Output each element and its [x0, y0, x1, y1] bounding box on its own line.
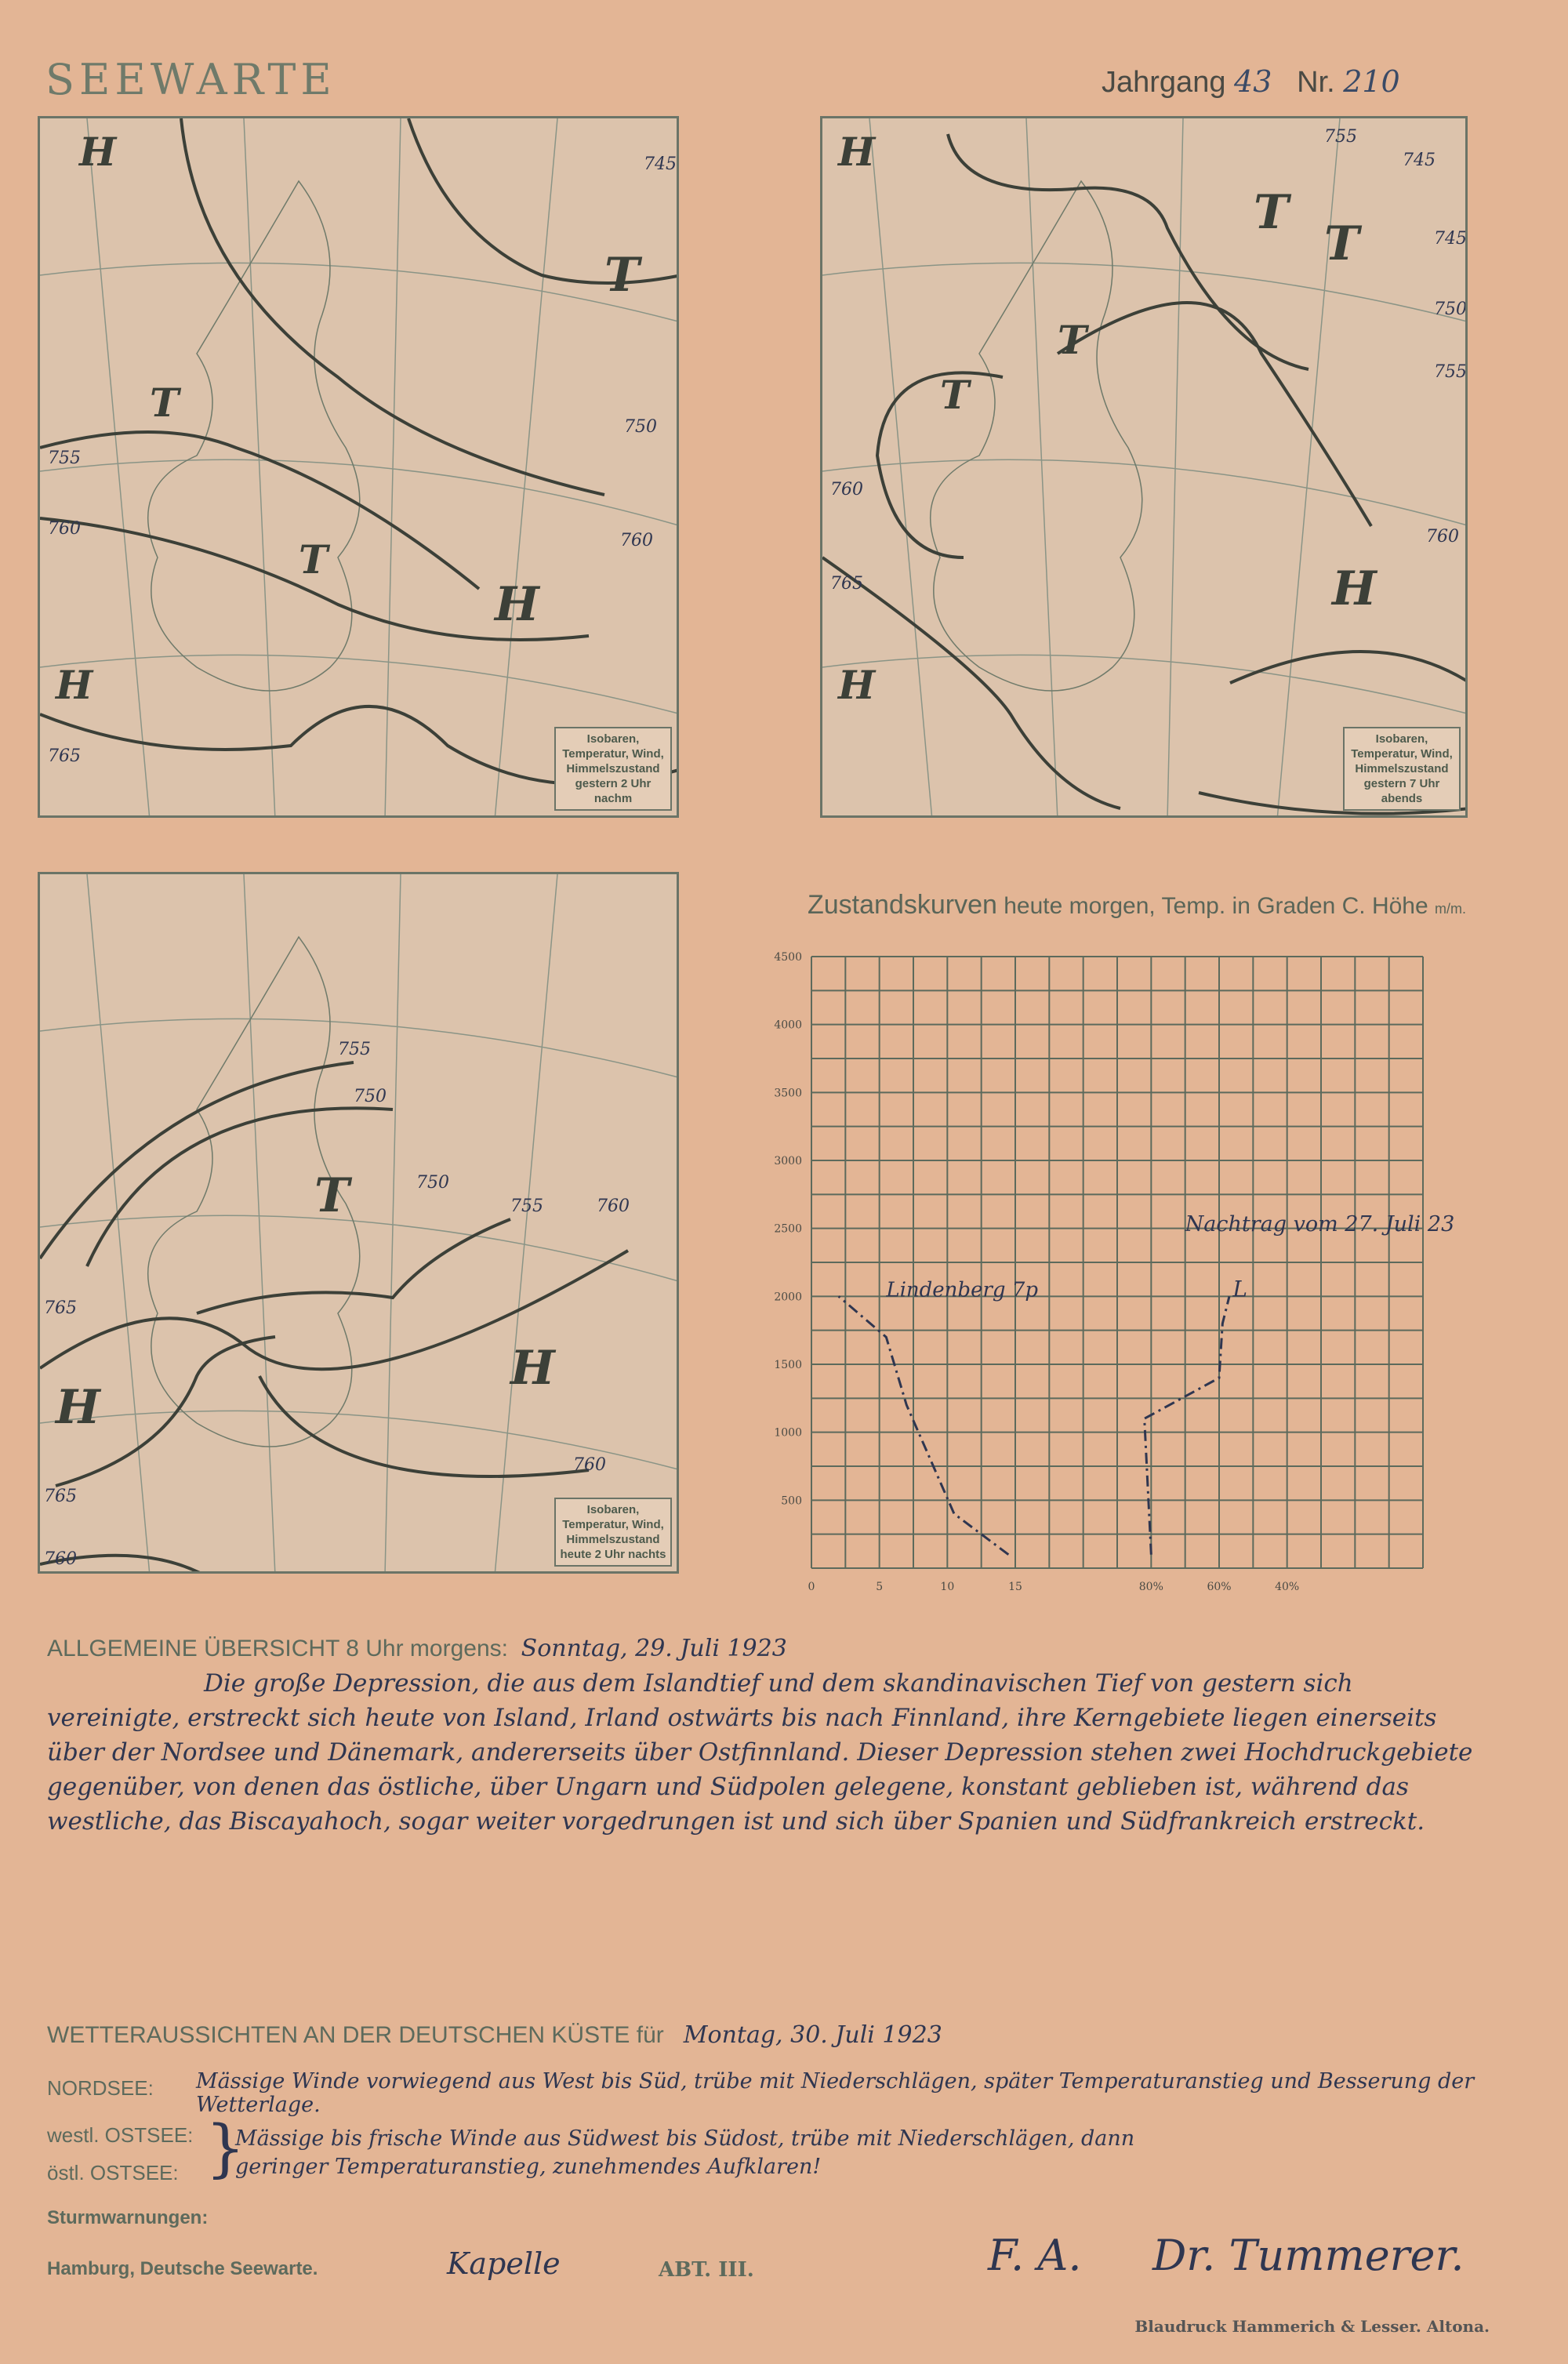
issue-number	[1102, 64, 1400, 100]
y-tick-label: 4500	[774, 951, 802, 964]
map-3-isobar-8: 765	[44, 1487, 77, 1506]
sturm-label: Sturmwarnungen:	[47, 2207, 209, 2228]
ostsee-text-2: geringer Temperaturanstieg, zunehmendes Aufklaren!	[235, 2155, 822, 2179]
map-2-isobar-4: 750	[1434, 300, 1467, 319]
overview-time: 8 Uhr morgens:	[346, 1636, 508, 1661]
map-2-mark-6: H	[1332, 561, 1377, 616]
annotation-l: L	[1232, 1276, 1247, 1302]
chart-title	[808, 890, 1466, 921]
temperature-series-line	[839, 1296, 1009, 1554]
map-3-mark-3: H	[56, 1380, 100, 1435]
map-2-mark-4: T	[940, 372, 970, 418]
forecast-fuer: für	[636, 2022, 664, 2048]
map-3-drawing	[40, 874, 679, 1574]
chart-title-rest: heute morgen, Temp. in Graden C. Höhe	[1004, 893, 1428, 919]
jahrgang-label: Jahrgang	[1102, 66, 1226, 99]
y-tick-label: 2500	[774, 1222, 802, 1236]
map-3-caption-line: heute 2 Uhr nachts	[560, 1548, 666, 1561]
forecast-label: WETTERAUSSICHTEN AN DER DEUTSCHEN KÜSTE	[47, 2022, 630, 2048]
map-2-caption	[1343, 727, 1461, 811]
map-3-isobar-3: 750	[416, 1173, 449, 1193]
y-tick-label: 3500	[774, 1087, 802, 1100]
map-1-mark-4: T	[299, 536, 328, 583]
nr-value: 210	[1343, 64, 1400, 99]
map-3-caption-line: Isobaren,	[586, 1503, 640, 1516]
y-tick-label: 1000	[774, 1426, 802, 1440]
map-2-caption-line: Temperatur, Wind,	[1351, 747, 1453, 761]
map-1-mark-2: T	[150, 379, 180, 426]
nordsee-text: Mässige Winde vorwiegend aus West bis Süd, trübe mit Niederschlägen, später Temperaturanstieg und Besserung der Wetterlage.	[196, 2069, 1475, 2117]
map-2-isobar-5: 755	[1434, 362, 1467, 382]
map-1-isobar-3: 750	[624, 417, 657, 437]
map-2-mark-5: T	[1324, 216, 1359, 271]
map-2-mark-3: T	[1058, 317, 1087, 363]
map-1-caption-line: Himmelszustand	[566, 762, 660, 775]
map-1-isobar-5: 760	[620, 531, 653, 550]
signature-left: Kapelle	[447, 2246, 561, 2281]
map-1-mark-1: H	[79, 129, 117, 175]
abt-label: ABT. III.	[659, 2258, 754, 2282]
map-3-isobar-4: 755	[510, 1197, 543, 1216]
x-tick-label-temp: 15	[1008, 1581, 1022, 1593]
map-3-caption-line: Himmelszustand	[566, 1533, 660, 1546]
ostsee-brace-icon: }	[205, 2112, 245, 2184]
zustandskurven-chart	[753, 925, 1474, 1607]
map-2-caption-line: Himmelszustand	[1355, 762, 1449, 775]
map-1-mark-6: H	[56, 662, 93, 708]
map-2-isobar-7: 760	[1426, 527, 1459, 547]
map-2-mark-2: T	[1254, 185, 1289, 240]
overview-label: ALLGEMEINE ÜBERSICHT	[47, 1636, 339, 1661]
chart-title-unit: m/m.	[1435, 901, 1467, 917]
ostsee-text-1: Mässige bis frische Winde aus Südwest bis Südost, trübe mit Niederschlägen, dann	[235, 2126, 1135, 2151]
x-tick-label-temp: 5	[876, 1581, 884, 1593]
weather-map-2	[820, 116, 1468, 818]
map-2-mark-7: H	[838, 662, 876, 708]
humidity-series-line	[1145, 1296, 1229, 1554]
map-1-isobar-6: 765	[48, 746, 81, 766]
overview-heading	[47, 1635, 787, 1662]
oestl-ostsee-label: östl. OSTSEE:	[47, 2161, 179, 2184]
map-1-caption-line: Temperatur, Wind,	[562, 747, 664, 761]
map-3-mark-2: H	[510, 1341, 555, 1396]
printer-credit: Blaudruck Hammerich & Lesser. Altona.	[1134, 2317, 1490, 2336]
map-3-isobar-9: 760	[44, 1549, 77, 1569]
map-1-caption-line: gestern 2 Uhr nachm	[575, 777, 652, 805]
map-2-caption-line: gestern 7 Uhr abends	[1363, 777, 1440, 805]
map-1-mark-3: T	[604, 248, 640, 303]
x-tick-label-humidity: 40%	[1275, 1581, 1300, 1593]
overview-text: Die große Depression, die aus dem Islandtief und dem skandinavischen Tief von gestern sich vereinigte, erstreckt sich heute von Island, Irland ostwärts bis nach Finnland, ihre Kerngebiete liegen einerseits über der Nordsee und Dänemark, andererseits über Ostfinnland. Dieser Depression stehen zwei Hochdruckgebiete gegenüber, von denen das östliche, über Ungarn und Südpolen gelegene, konstant geblieben ist, während das westliche, das Biscayahoch, sogar weiter vorgedrungen ist und sich über Spanien und Südfrankreich erstreckt.	[47, 1669, 1473, 1836]
x-tick-label-temp: 10	[940, 1581, 955, 1593]
page-title: SEEWARTE	[45, 55, 336, 104]
footer-place: Hamburg, Deutsche Seewarte.	[47, 2258, 318, 2279]
y-tick-label: 3000	[774, 1155, 802, 1167]
map-2-isobar-1: 755	[1324, 127, 1357, 147]
map-2-caption-line: Isobaren,	[1375, 732, 1428, 746]
annotation-station: Lindenberg 7p	[886, 1278, 1038, 1302]
y-tick-label: 4000	[774, 1019, 802, 1032]
y-tick-label: 2000	[774, 1291, 802, 1304]
map-3-caption	[554, 1498, 672, 1567]
map-3-isobar-2: 750	[354, 1087, 387, 1106]
chart-title-main: Zustandskurven	[808, 890, 997, 920]
map-2-isobar-8: 765	[830, 574, 863, 594]
map-1-isobar-2: 755	[48, 448, 81, 468]
weather-map-3	[38, 872, 679, 1574]
annotation-nachtrag: Nachtrag vom 27. Juli 23	[1185, 1212, 1455, 1237]
map-2-isobar-6: 760	[830, 480, 863, 499]
map-1-caption-line: Isobaren,	[586, 732, 640, 746]
map-1-drawing	[40, 118, 679, 818]
x-tick-label-humidity: 60%	[1207, 1581, 1232, 1593]
westl-ostsee-label: westl. OSTSEE:	[47, 2123, 194, 2147]
y-tick-label: 500	[781, 1494, 802, 1508]
map-2-isobar-2: 745	[1403, 151, 1436, 170]
map-3-caption-line: Temperatur, Wind,	[562, 1518, 664, 1531]
map-3-isobar-1: 755	[338, 1040, 371, 1059]
map-2-isobar-3: 745	[1434, 229, 1467, 249]
map-1-caption	[554, 727, 672, 811]
signature-fa: F. A.	[988, 2231, 1082, 2280]
map-3-mark-1: T	[314, 1168, 350, 1223]
overview-date: Sonntag, 29. Juli 1923	[521, 1635, 787, 1662]
map-2-drawing	[822, 118, 1468, 818]
map-1-mark-5: H	[495, 577, 539, 632]
map-1-isobar-4: 745	[644, 154, 677, 174]
forecast-heading	[47, 2021, 942, 2049]
signature-name: Dr. Tummerer.	[1152, 2231, 1465, 2280]
y-tick-label: 1500	[774, 1359, 802, 1371]
map-1-isobar-1: 760	[48, 519, 81, 539]
map-3-isobar-5: 760	[597, 1197, 630, 1216]
nordsee-label: NORDSEE:	[47, 2076, 154, 2100]
nr-label: Nr.	[1297, 66, 1335, 99]
x-tick-label-temp: 0	[808, 1581, 815, 1593]
weather-map-1	[38, 116, 679, 818]
map-3-isobar-7: 765	[44, 1298, 77, 1318]
forecast-date: Montag, 30. Juli 1923	[683, 2021, 942, 2049]
map-2-mark-1: H	[838, 129, 876, 175]
jahrgang-value: 43	[1234, 64, 1272, 99]
x-tick-label-humidity: 80%	[1138, 1581, 1163, 1593]
map-3-isobar-6: 760	[573, 1455, 606, 1475]
